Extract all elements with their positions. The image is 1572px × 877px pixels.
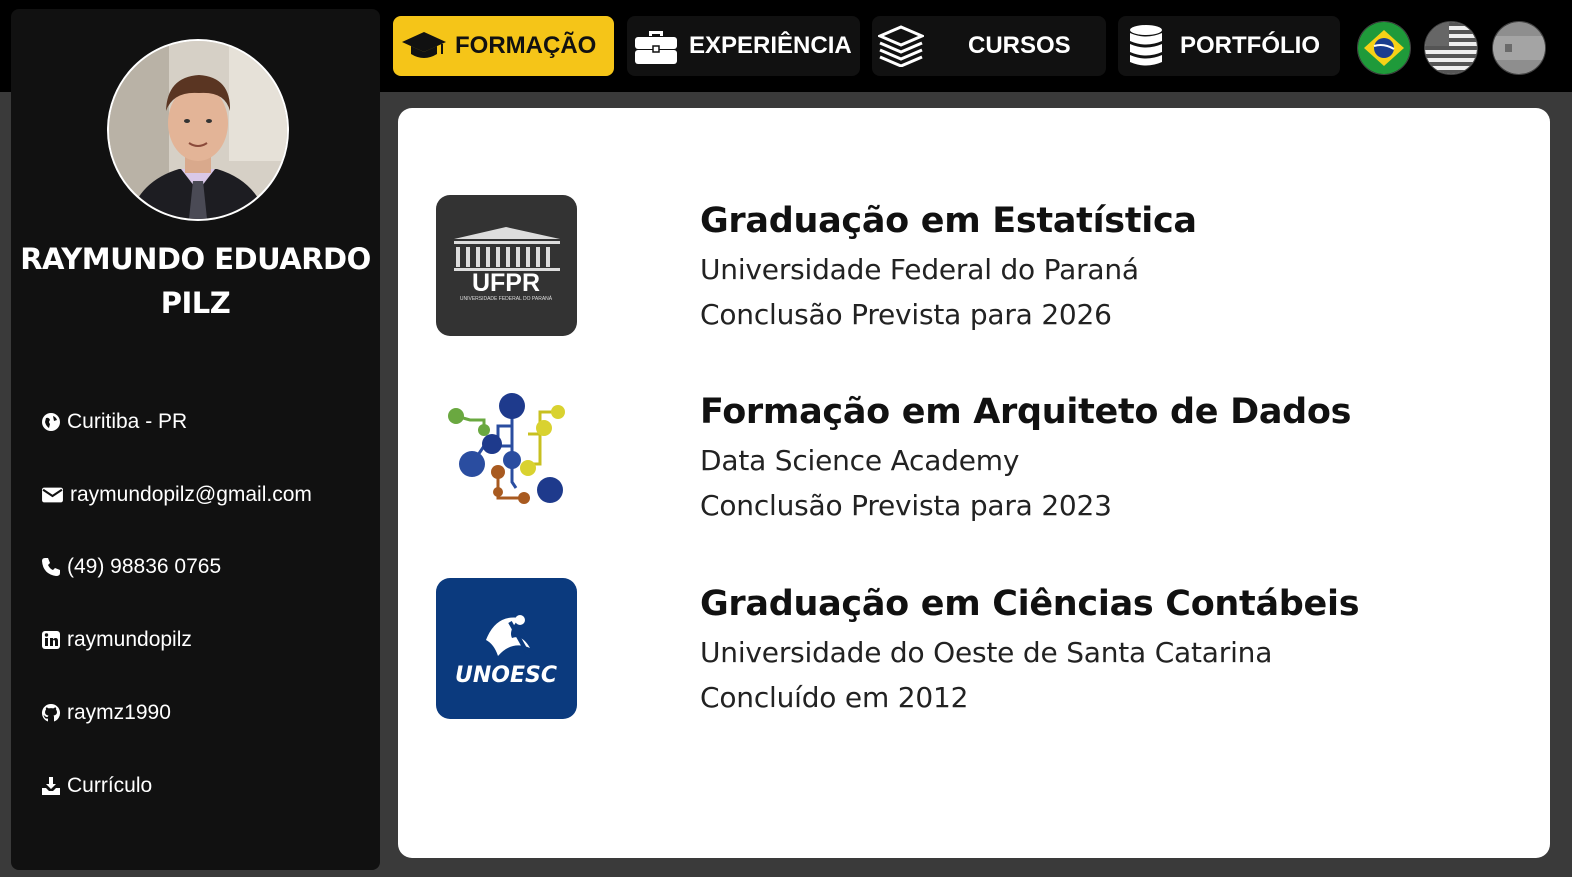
education-institution: Universidade Federal do Paraná xyxy=(700,253,1139,286)
ufpr-logo-text: UFPR xyxy=(471,269,541,297)
email-link[interactable] xyxy=(41,481,312,509)
download-icon xyxy=(41,776,61,796)
education-title: Formação em Arquiteto de Dados xyxy=(700,392,1352,432)
graduation-cap-icon xyxy=(401,30,447,62)
phone-link[interactable] xyxy=(41,553,221,581)
tab-experiencia-label: EXPERIÊNCIA xyxy=(689,32,852,59)
briefcase-icon xyxy=(634,27,678,65)
tab-experiencia[interactable] xyxy=(627,16,860,76)
brazil-flag-icon[interactable] xyxy=(1357,21,1411,75)
dsa-logo-image xyxy=(436,386,577,527)
avatar-photo xyxy=(109,41,287,219)
unoesc-logo xyxy=(436,578,577,719)
education-institution: Data Science Academy xyxy=(700,444,1020,477)
phone-icon xyxy=(41,557,61,577)
avatar xyxy=(107,39,289,221)
education-institution: Universidade do Oeste de Santa Catarina xyxy=(700,636,1273,669)
ufpr-logo-image xyxy=(436,195,577,336)
linkedin-icon xyxy=(41,630,61,650)
location-item xyxy=(41,408,187,436)
linkedin-text: raymundopilz xyxy=(67,628,192,651)
education-status: Conclusão Prevista para 2026 xyxy=(700,298,1112,331)
database-icon xyxy=(1128,24,1164,68)
ufpr-logo-subtext: UNIVERSIDADE FEDERAL DO PARANÁ xyxy=(459,296,553,302)
layers-icon xyxy=(878,25,924,67)
education-title: Graduação em Ciências Contábeis xyxy=(700,584,1360,624)
location-text: Curitiba - PR xyxy=(67,410,188,433)
github-link[interactable] xyxy=(41,699,171,727)
resume-text: Currículo xyxy=(67,774,153,797)
profile-name-line2: PILZ xyxy=(160,286,231,320)
github-icon xyxy=(41,703,61,723)
resume-download-link[interactable] xyxy=(41,772,152,800)
education-title: Graduação em Estatística xyxy=(700,201,1197,241)
dsa-logo xyxy=(436,386,577,527)
email-text: raymundopilz@gmail.com xyxy=(70,483,312,506)
education-status: Concluído em 2012 xyxy=(700,681,969,714)
github-text: raymz1990 xyxy=(67,701,171,724)
education-status: Conclusão Prevista para 2023 xyxy=(700,489,1112,522)
tab-portfolio-label: PORTFÓLIO xyxy=(1180,32,1320,59)
tab-portfolio[interactable] xyxy=(1118,16,1340,76)
spain-flag-icon[interactable] xyxy=(1492,21,1546,75)
education-panel xyxy=(398,108,1550,858)
profile-sidebar xyxy=(11,9,380,870)
tab-formacao-label: FORMAÇÃO xyxy=(455,32,597,59)
tab-formacao[interactable] xyxy=(393,16,614,76)
tab-cursos[interactable] xyxy=(872,16,1106,76)
profile-name-line1: RAYMUNDO EDUARDO xyxy=(20,242,371,276)
education-item xyxy=(436,386,1536,536)
envelope-icon xyxy=(41,485,64,505)
unoesc-logo-image xyxy=(436,578,577,719)
globe-icon xyxy=(41,412,61,432)
education-item xyxy=(436,578,1536,728)
usa-flag-icon[interactable] xyxy=(1424,21,1478,75)
tab-cursos-label: CURSOS xyxy=(968,32,1071,59)
phone-text: (49) 98836 0765 xyxy=(67,555,222,578)
profile-name xyxy=(11,237,380,325)
linkedin-link[interactable] xyxy=(41,626,192,654)
education-item xyxy=(436,195,1536,345)
ufpr-logo xyxy=(436,195,577,336)
unoesc-logo-text: UNOESC xyxy=(455,663,557,688)
